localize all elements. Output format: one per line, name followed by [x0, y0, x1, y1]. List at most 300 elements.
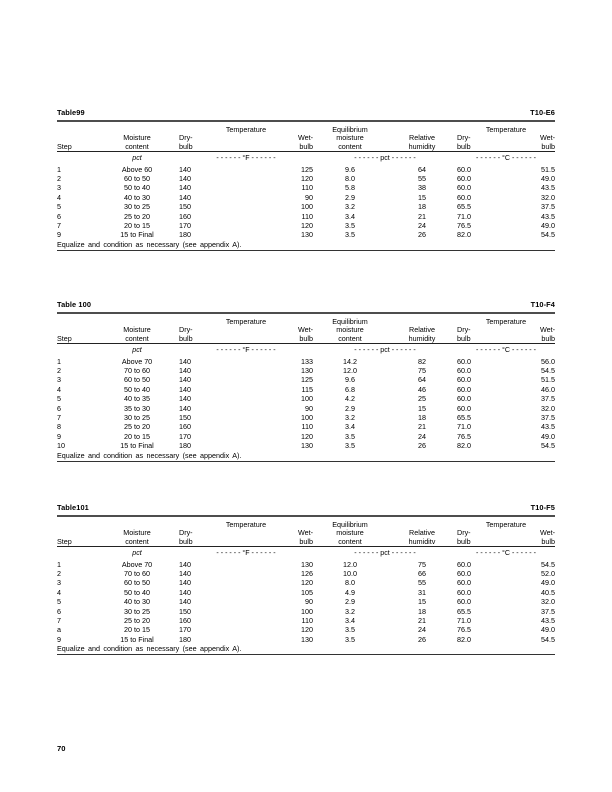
cell-dry-bulb-f: 140 [179, 375, 191, 385]
cell-moisture-content: 70 to 60 [124, 366, 150, 376]
cell-step: 9 [57, 634, 61, 644]
cell-equilibrium-moisture: 3.4 [345, 615, 356, 625]
unit-fahrenheit-rule: - - - - - - °F - - - - - - [216, 154, 276, 163]
data-table-body [57, 547, 555, 644]
cell-dry-bulb-f: 140 [179, 384, 191, 394]
cell-equilibrium-moisture: 9.6 [345, 375, 356, 385]
cell-moisture-content: 60 to 50 [124, 578, 150, 588]
cell-moisture-content: 25 to 20 [124, 211, 150, 221]
header-rh-line2: humiditv [408, 536, 436, 546]
cell-wet-bulb-f: 130 [301, 230, 314, 240]
cell-dry-bulb-f: 140 [179, 192, 191, 202]
cell-step: 1 [57, 356, 61, 366]
table-row [57, 230, 555, 239]
header-emc-line3: content [338, 333, 362, 343]
cell-moisture-content: 60 to 50 [124, 375, 150, 385]
cell-moisture-content: 50 to 40 [124, 183, 150, 193]
cell-step: 5 [57, 202, 61, 212]
cell-equilibrium-moisture: 8.0 [345, 174, 356, 184]
cell-wet-bulb-c: 51.5 [541, 164, 556, 174]
cell-dry-bulb-c: 60.0 [457, 192, 472, 202]
cell-dry-bulb-f: 150 [179, 412, 191, 422]
cell-step: 3 [57, 375, 61, 385]
cell-dry-bulb-f: 160 [179, 615, 191, 625]
cell-wet-bulb-f: 110 [301, 615, 314, 625]
cell-step: 8 [57, 422, 61, 432]
cell-relative-humidity: 75 [418, 559, 427, 569]
cell-moisture-content: 20 to 15 [124, 431, 150, 441]
table-row [57, 578, 555, 587]
cell-dry-bulb-c: 65.5 [457, 606, 472, 616]
cell-equilibrium-moisture: 9.6 [345, 164, 356, 174]
header-emc-line2: moisture [336, 325, 364, 335]
header-moisture-line1: Moisture [123, 325, 151, 335]
units-row [57, 547, 555, 560]
table-block-2 [57, 503, 555, 655]
unit-pct-moisture: pct [132, 549, 142, 558]
cell-wet-bulb-c: 54.5 [541, 366, 556, 376]
cell-wet-bulb-c: 32.0 [541, 403, 556, 413]
cell-wet-bulb-f: 130 [301, 634, 314, 644]
cell-dry-bulb-c: 60.0 [457, 403, 472, 413]
cell-step: 4 [57, 384, 61, 394]
cell-equilibrium-moisture: 2.9 [345, 597, 356, 607]
cell-equilibrium-moisture: 12.0 [343, 559, 358, 569]
cell-wet-bulb-f: 130 [301, 559, 314, 569]
data-table [57, 122, 555, 151]
header-moisture-line2: content [125, 141, 149, 151]
cell-step: 1 [57, 559, 61, 569]
cell-wet-bulb-f: 130 [301, 440, 314, 450]
cell-wet-bulb-c: 54.5 [541, 559, 556, 569]
cell-dry-bulb-c: 60.0 [457, 587, 472, 597]
cell-step: 6 [57, 211, 61, 221]
cell-equilibrium-moisture: 14.2 [343, 356, 358, 366]
cell-relative-humidity: 21 [418, 211, 427, 221]
cell-wet-bulb-f: 120 [301, 174, 314, 184]
cell-relative-humidity: 55 [418, 578, 427, 588]
cell-relative-humidity: 64 [418, 375, 427, 385]
cell-dry-bulb-f: 170 [179, 220, 191, 230]
table-row [57, 221, 555, 230]
table-row [57, 625, 555, 634]
cell-moisture-content: 25 to 20 [124, 422, 150, 432]
cell-moisture-content: 60 to 50 [124, 174, 150, 184]
cell-wet-bulb-c: 37.5 [541, 606, 556, 616]
header-dry-bulb-c-line1: Dry- [457, 528, 471, 538]
cell-dry-bulb-f: 140 [179, 164, 191, 174]
cell-wet-bulb-c: 49.0 [541, 220, 556, 230]
cell-step: 10 [57, 440, 65, 450]
table-row [57, 394, 555, 403]
table-row [57, 165, 555, 174]
cell-moisture-content: 15 to Final [120, 440, 154, 450]
cell-dry-bulb-c: 65.5 [457, 412, 472, 422]
table-caption: Table99 [57, 108, 85, 117]
table-row [57, 193, 555, 202]
table-caption-row [57, 503, 555, 512]
cell-dry-bulb-f: 140 [179, 559, 191, 569]
table-code: T10-F4 [530, 300, 555, 309]
header-blank [57, 521, 95, 530]
cell-wet-bulb-c: 49.0 [541, 625, 556, 635]
header-dry-bulb-f-line1: Dry- [179, 133, 193, 143]
table-row [57, 366, 555, 375]
cell-dry-bulb-f: 180 [179, 440, 191, 450]
header-wet-bulb-f-line1: Wet- [297, 325, 313, 335]
cell-dry-bulb-f: 140 [179, 174, 191, 184]
cell-equilibrium-moisture: 3.2 [345, 412, 356, 422]
table-row [57, 635, 555, 644]
cell-wet-bulb-f: 105 [301, 587, 314, 597]
cell-equilibrium-moisture: 3.5 [345, 634, 356, 644]
cell-relative-humidity: 38 [418, 183, 427, 193]
header-rh-line2: humidity [408, 141, 436, 151]
cell-equilibrium-moisture: 10.0 [343, 569, 358, 579]
cell-dry-bulb-f: 160 [179, 422, 191, 432]
cell-moisture-content: 40 to 35 [124, 394, 150, 404]
cell-equilibrium-moisture: 3.2 [345, 202, 356, 212]
table-footnote: Equalize and condition as necessary (see appendix A). [57, 450, 242, 460]
cell-relative-humidity: 31 [418, 587, 427, 597]
cell-step: 9 [57, 431, 61, 441]
header-dry-bulb-c-line2: bulb [457, 536, 471, 546]
cell-wet-bulb-c: 43.5 [541, 422, 556, 432]
cell-dry-bulb-c: 71.0 [457, 422, 472, 432]
cell-wet-bulb-f: 100 [301, 606, 314, 616]
cell-dry-bulb-f: 140 [179, 183, 191, 193]
header-dry-bulb-c-line2: bulb [457, 333, 471, 343]
cell-moisture-content: 30 to 25 [124, 412, 150, 422]
header-blank [57, 318, 95, 327]
cell-equilibrium-moisture: 3.5 [345, 440, 356, 450]
cell-dry-bulb-c: 60.0 [457, 183, 472, 193]
cell-wet-bulb-f: 126 [301, 569, 314, 579]
cell-dry-bulb-c: 82.0 [457, 440, 472, 450]
cell-moisture-content: 20 to 15 [124, 220, 150, 230]
cell-wet-bulb-f: 115 [301, 384, 314, 394]
data-table-body [57, 152, 555, 239]
table-row [57, 597, 555, 606]
table-caption: Table101 [57, 503, 89, 512]
cell-dry-bulb-f: 180 [179, 634, 191, 644]
unit-blank [57, 152, 95, 165]
table-row [57, 569, 555, 578]
cell-wet-bulb-f: 125 [301, 164, 314, 174]
cell-moisture-content: Above 70 [121, 356, 153, 366]
table-bottom-rule [57, 654, 555, 655]
unit-fahrenheit-rule: - - - - - - °F - - - - - - [216, 549, 276, 558]
header-emc-line1: Equilibrium [332, 519, 368, 529]
cell-dry-bulb-c: 60.0 [457, 174, 472, 184]
header-wet-bulb-f-line2: bulb [299, 141, 313, 151]
cell-relative-humidity: 18 [418, 606, 427, 616]
cell-dry-bulb-c: 60.0 [457, 569, 472, 579]
cell-equilibrium-moisture: 3.4 [345, 211, 356, 221]
table-block-0 [57, 108, 555, 251]
unit-pct-rule: - - - - - - pct - - - - - - [354, 549, 416, 558]
cell-dry-bulb-c: 76.5 [457, 431, 472, 441]
header-rh-line1: Relative [409, 325, 435, 335]
cell-moisture-content: 50 to 40 [124, 384, 150, 394]
cell-dry-bulb-c: 60.0 [457, 578, 472, 588]
table-footnote: Equalize and condition as necessary (see appendix A). [57, 240, 242, 250]
cell-wet-bulb-f: 100 [301, 394, 314, 404]
cell-wet-bulb-f: 120 [301, 431, 314, 441]
cell-equilibrium-moisture: 3.5 [345, 431, 356, 441]
cell-equilibrium-moisture: 3.5 [345, 230, 356, 240]
table-row [57, 413, 555, 422]
cell-relative-humidity: 26 [418, 440, 427, 450]
cell-dry-bulb-c: 60.0 [457, 559, 472, 569]
cell-wet-bulb-c: 56.0 [541, 356, 556, 366]
cell-wet-bulb-c: 43.5 [541, 211, 556, 221]
cell-wet-bulb-c: 43.5 [541, 183, 556, 193]
header-emc-line3: content [338, 536, 362, 546]
cell-relative-humidity: 15 [418, 597, 427, 607]
header-moisture-line2: content [125, 536, 149, 546]
unit-pct-moisture: pct [132, 346, 142, 355]
header-dry-bulb-f-line1: Dry- [179, 325, 193, 335]
cell-dry-bulb-c: 82.0 [457, 634, 472, 644]
cell-wet-bulb-c: 51.5 [541, 375, 556, 385]
header-moisture-line1: Moisture [123, 133, 151, 143]
cell-dry-bulb-f: 140 [179, 587, 191, 597]
cell-moisture-content: 15 to Final [120, 230, 154, 240]
cell-dry-bulb-f: 140 [179, 394, 191, 404]
header-row-3 [57, 538, 555, 547]
cell-wet-bulb-c: 49.0 [541, 174, 556, 184]
table-row [57, 385, 555, 394]
cell-moisture-content: Above 70 [121, 559, 153, 569]
page-number: 70 [57, 744, 66, 753]
cell-dry-bulb-c: 60.0 [457, 164, 472, 174]
cell-relative-humidity: 21 [418, 422, 427, 432]
table-row [57, 183, 555, 192]
cell-relative-humidity: 24 [418, 220, 427, 230]
cell-step: 3 [57, 183, 61, 193]
cell-dry-bulb-f: 140 [179, 578, 191, 588]
cell-wet-bulb-f: 110 [301, 422, 314, 432]
header-temperature-group-f: Temperature [225, 316, 267, 326]
cell-equilibrium-moisture: 3.5 [345, 220, 356, 230]
cell-wet-bulb-f: 130 [301, 366, 314, 376]
header-wet-bulb-f-line2: bulb [299, 536, 313, 546]
table-footnote: Equalize and condition as necessary (see appendix A). [57, 644, 242, 654]
table-bottom-rule [57, 461, 555, 462]
cell-equilibrium-moisture: 5.8 [345, 183, 356, 193]
cell-wet-bulb-f: 110 [301, 211, 314, 221]
cell-wet-bulb-c: 54.5 [541, 230, 556, 240]
cell-step: 6 [57, 606, 61, 616]
unit-pct-moisture: pct [132, 154, 142, 163]
table-caption-row [57, 300, 555, 309]
cell-equilibrium-moisture: 3.2 [345, 606, 356, 616]
header-row-3 [57, 143, 555, 152]
cell-relative-humidity: 24 [418, 625, 427, 635]
header-step: Step [57, 333, 72, 343]
cell-relative-humidity: 46 [418, 384, 427, 394]
units-row [57, 344, 555, 357]
table-row [57, 404, 555, 413]
cell-step: 7 [57, 615, 61, 625]
header-wet-bulb-c-line2: bulb [541, 141, 555, 151]
table-row [57, 375, 555, 384]
cell-wet-bulb-f: 100 [301, 412, 314, 422]
cell-wet-bulb-c: 32.0 [541, 192, 556, 202]
cell-relative-humidity: 25 [418, 394, 427, 404]
cell-dry-bulb-c: 76.5 [457, 625, 472, 635]
cell-wet-bulb-c: 49.0 [541, 431, 556, 441]
header-wet-bulb-c-line2: bulb [541, 333, 555, 343]
cell-relative-humidity: 82 [418, 356, 427, 366]
cell-wet-bulb-f: 110 [301, 183, 314, 193]
header-step: Step [57, 141, 72, 151]
cell-step: 6 [57, 403, 61, 413]
table-row [57, 588, 555, 597]
cell-wet-bulb-c: 37.5 [541, 394, 556, 404]
header-dry-bulb-c-line1: Dry- [457, 325, 471, 335]
cell-relative-humidity: 15 [418, 403, 427, 413]
cell-relative-humidity: 24 [418, 431, 427, 441]
cell-equilibrium-moisture: 2.9 [345, 192, 356, 202]
cell-dry-bulb-c: 60.0 [457, 394, 472, 404]
cell-dry-bulb-f: 150 [179, 202, 191, 212]
table-row [57, 202, 555, 211]
data-table-body [57, 344, 555, 450]
cell-wet-bulb-f: 125 [301, 375, 314, 385]
data-table [57, 517, 555, 546]
unit-fahrenheit-rule: - - - - - - °F - - - - - - [216, 346, 276, 355]
cell-dry-bulb-c: 82.0 [457, 230, 472, 240]
unit-celsius-rule: - - - - - - °C - - - - - - [476, 346, 536, 355]
header-dry-bulb-f-line2: bulb [179, 141, 193, 151]
cell-wet-bulb-f: 90 [305, 192, 314, 202]
table-row [57, 432, 555, 441]
cell-step: 9 [57, 230, 61, 240]
header-wet-bulb-f-line2: bulb [299, 333, 313, 343]
header-temperature-group-f: Temperature [225, 124, 267, 134]
table-code: T10-F5 [530, 503, 555, 512]
cell-wet-bulb-c: 54.5 [541, 634, 556, 644]
header-wet-bulb-c-line2: bulb [541, 536, 555, 546]
cell-wet-bulb-c: 46.0 [541, 384, 556, 394]
cell-step: 1 [57, 164, 61, 174]
table-row [57, 357, 555, 366]
cell-step: 2 [57, 569, 61, 579]
cell-dry-bulb-f: 180 [179, 230, 191, 240]
header-dry-bulb-c-line2: bulb [457, 141, 471, 151]
table-row [57, 422, 555, 431]
unit-pct-rule: - - - - - - pct - - - - - - [354, 154, 416, 163]
cell-step: a [57, 625, 61, 635]
cell-equilibrium-moisture: 4.9 [345, 587, 356, 597]
header-emc-line1: Equilibrium [332, 124, 368, 134]
table-row [57, 607, 555, 616]
cell-equilibrium-moisture: 3.5 [345, 625, 356, 635]
cell-wet-bulb-f: 120 [301, 220, 314, 230]
cell-dry-bulb-c: 60.0 [457, 356, 472, 366]
cell-relative-humidity: 18 [418, 412, 427, 422]
header-dry-bulb-f-line2: bulb [179, 536, 193, 546]
cell-dry-bulb-f: 150 [179, 606, 191, 616]
table-row [57, 174, 555, 183]
cell-wet-bulb-c: 52.0 [541, 569, 556, 579]
cell-dry-bulb-f: 170 [179, 431, 191, 441]
table-row [57, 212, 555, 221]
header-wet-bulb-c-line1: Wet- [539, 325, 555, 335]
cell-dry-bulb-c: 71.0 [457, 615, 472, 625]
header-blank [57, 126, 95, 135]
header-dry-bulb-f-line1: Dry- [179, 528, 193, 538]
cell-moisture-content: Above 60 [121, 164, 153, 174]
cell-relative-humidity: 66 [418, 569, 427, 579]
cell-step: 3 [57, 578, 61, 588]
cell-dry-bulb-f: 170 [179, 625, 191, 635]
cell-wet-bulb-c: 37.5 [541, 202, 556, 212]
header-row-3 [57, 335, 555, 344]
header-wet-bulb-f-line1: Wet- [297, 133, 313, 143]
cell-dry-bulb-c: 60.0 [457, 597, 472, 607]
cell-dry-bulb-f: 140 [179, 356, 191, 366]
unit-blank [57, 344, 95, 357]
header-step: Step [57, 536, 72, 546]
header-temperature-group-c: Temperature [485, 124, 527, 134]
units-row [57, 152, 555, 165]
cell-equilibrium-moisture: 4.2 [345, 394, 356, 404]
cell-relative-humidity: 26 [418, 230, 427, 240]
table-caption: Table 100 [57, 300, 92, 309]
cell-step: 5 [57, 394, 61, 404]
cell-wet-bulb-c: 54.5 [541, 440, 556, 450]
cell-relative-humidity: 64 [418, 164, 427, 174]
cell-moisture-content: 25 to 20 [124, 615, 150, 625]
cell-dry-bulb-c: 60.0 [457, 375, 472, 385]
cell-step: 2 [57, 174, 61, 184]
header-dry-bulb-c-line1: Dry- [457, 133, 471, 143]
header-moisture-line1: Moisture [123, 528, 151, 538]
cell-dry-bulb-f: 140 [179, 569, 191, 579]
unit-celsius-rule: - - - - - - °C - - - - - - [476, 154, 536, 163]
cell-step: 4 [57, 587, 61, 597]
cell-relative-humidity: 15 [418, 192, 427, 202]
table-row [57, 560, 555, 569]
cell-wet-bulb-f: 120 [301, 625, 314, 635]
cell-wet-bulb-c: 40.5 [541, 587, 556, 597]
cell-step: 5 [57, 597, 61, 607]
cell-wet-bulb-f: 90 [305, 597, 314, 607]
cell-relative-humidity: 18 [418, 202, 427, 212]
cell-moisture-content: 30 to 25 [124, 202, 150, 212]
cell-dry-bulb-f: 140 [179, 366, 191, 376]
cell-moisture-content: 50 to 40 [124, 587, 150, 597]
cell-wet-bulb-f: 90 [305, 403, 314, 413]
cell-moisture-content: 70 to 60 [124, 569, 150, 579]
unit-blank [57, 547, 95, 560]
cell-equilibrium-moisture: 12.0 [343, 366, 358, 376]
header-wet-bulb-c-line1: Wet- [539, 133, 555, 143]
data-table [57, 314, 555, 343]
table-row [57, 616, 555, 625]
table-block-1 [57, 300, 555, 462]
cell-moisture-content: 40 to 30 [124, 192, 150, 202]
cell-moisture-content: 15 to Final [120, 634, 154, 644]
header-temperature-group-f: Temperature [225, 519, 267, 529]
cell-relative-humidity: 55 [418, 174, 427, 184]
cell-equilibrium-moisture: 6.8 [345, 384, 356, 394]
unit-celsius-rule: - - - - - - °C - - - - - - [476, 549, 536, 558]
table-caption-row [57, 108, 555, 117]
